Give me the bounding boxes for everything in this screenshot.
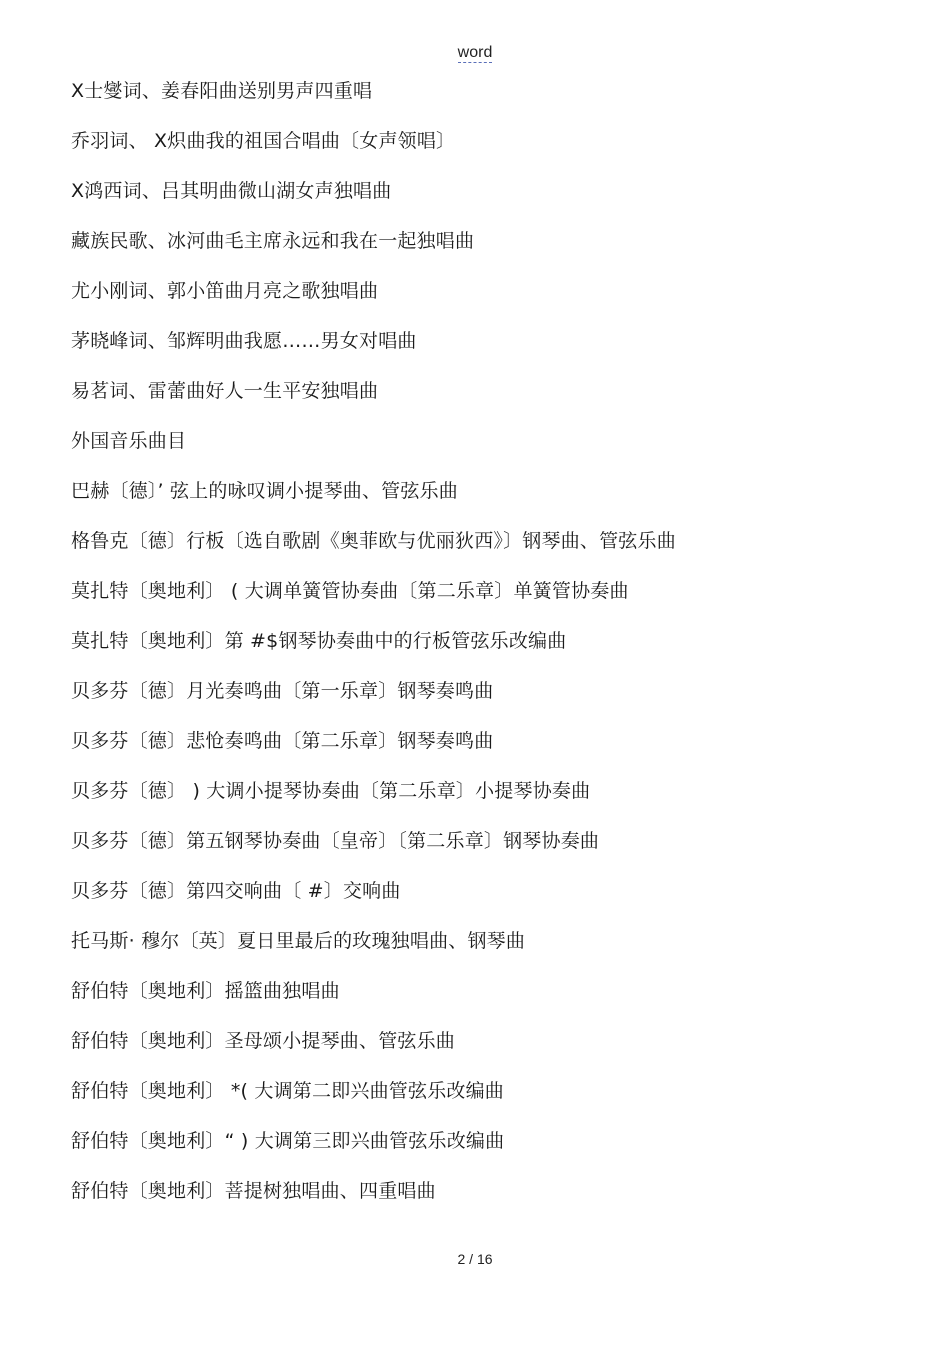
list-item: 舒伯特〔奥地利〕 *( 大调第二即兴曲管弦乐改编曲 [71,1080,504,1102]
section-heading: 外国音乐曲目 [71,430,187,452]
list-item: 莫扎特〔奥地利〕第 #$钢琴协奏曲中的行板管弦乐改编曲 [71,630,567,652]
list-item: X士燮词、姜春阳曲送别男声四重唱 [71,80,373,102]
page-number: 2 / 16 [457,1251,493,1267]
list-item: 格鲁克〔德〕行板〔选自歌剧《奥菲欧与优丽狄西》〕钢琴曲、管弦乐曲 [71,530,676,552]
list-item: 茅晓峰词、邹辉明曲我愿……男女对唱曲 [71,330,417,352]
document-header [0,44,950,62]
list-item: 舒伯特〔奥地利〕“ ) 大调第三即兴曲管弦乐改编曲 [71,1130,505,1152]
list-item: 舒伯特〔奥地利〕菩提树独唱曲、四重唱曲 [71,1180,436,1202]
list-item: 巴赫〔德〕’ 弦上的咏叹调小提琴曲、管弦乐曲 [71,480,458,502]
list-item: 易茗词、雷蕾曲好人一生平安独唱曲 [71,380,379,402]
list-item: 贝多芬〔德〕 ) 大调小提琴协奏曲〔第二乐章〕小提琴协奏曲 [71,780,591,802]
list-item: 托马斯· 穆尔〔英〕夏日里最后的玫瑰独唱曲、钢琴曲 [71,930,526,952]
list-item: 舒伯特〔奥地利〕摇篮曲独唱曲 [71,980,340,1002]
list-item: 藏族民歌、冰河曲毛主席永远和我在一起独唱曲 [71,230,475,252]
list-item: 贝多芬〔德〕月光奏鸣曲〔第一乐章〕钢琴奏鸣曲 [71,680,494,702]
list-item: 莫扎特〔奥地利〕 ( 大调单簧管协奏曲〔第二乐章〕单簧管协奏曲 [71,580,629,602]
list-item: 贝多芬〔德〕第五钢琴协奏曲〔皇帝〕〔第二乐章〕钢琴协奏曲 [71,830,600,852]
list-item: X鸿西词、吕其明曲微山湖女声独唱曲 [71,180,392,202]
header-title: word [457,44,493,61]
list-item: 贝多芬〔德〕第四交响曲〔 #〕交响曲 [71,880,401,902]
list-item: 贝多芬〔德〕悲怆奏鸣曲〔第二乐章〕钢琴奏鸣曲 [71,730,494,752]
list-item: 舒伯特〔奥地利〕圣母颂小提琴曲、管弦乐曲 [71,1030,456,1052]
list-item: 尤小刚词、郭小笛曲月亮之歌独唱曲 [71,280,379,302]
list-item: 乔羽词、 X炽曲我的祖国合唱曲〔女声领唱〕 [71,130,456,152]
music-list [71,76,891,1226]
